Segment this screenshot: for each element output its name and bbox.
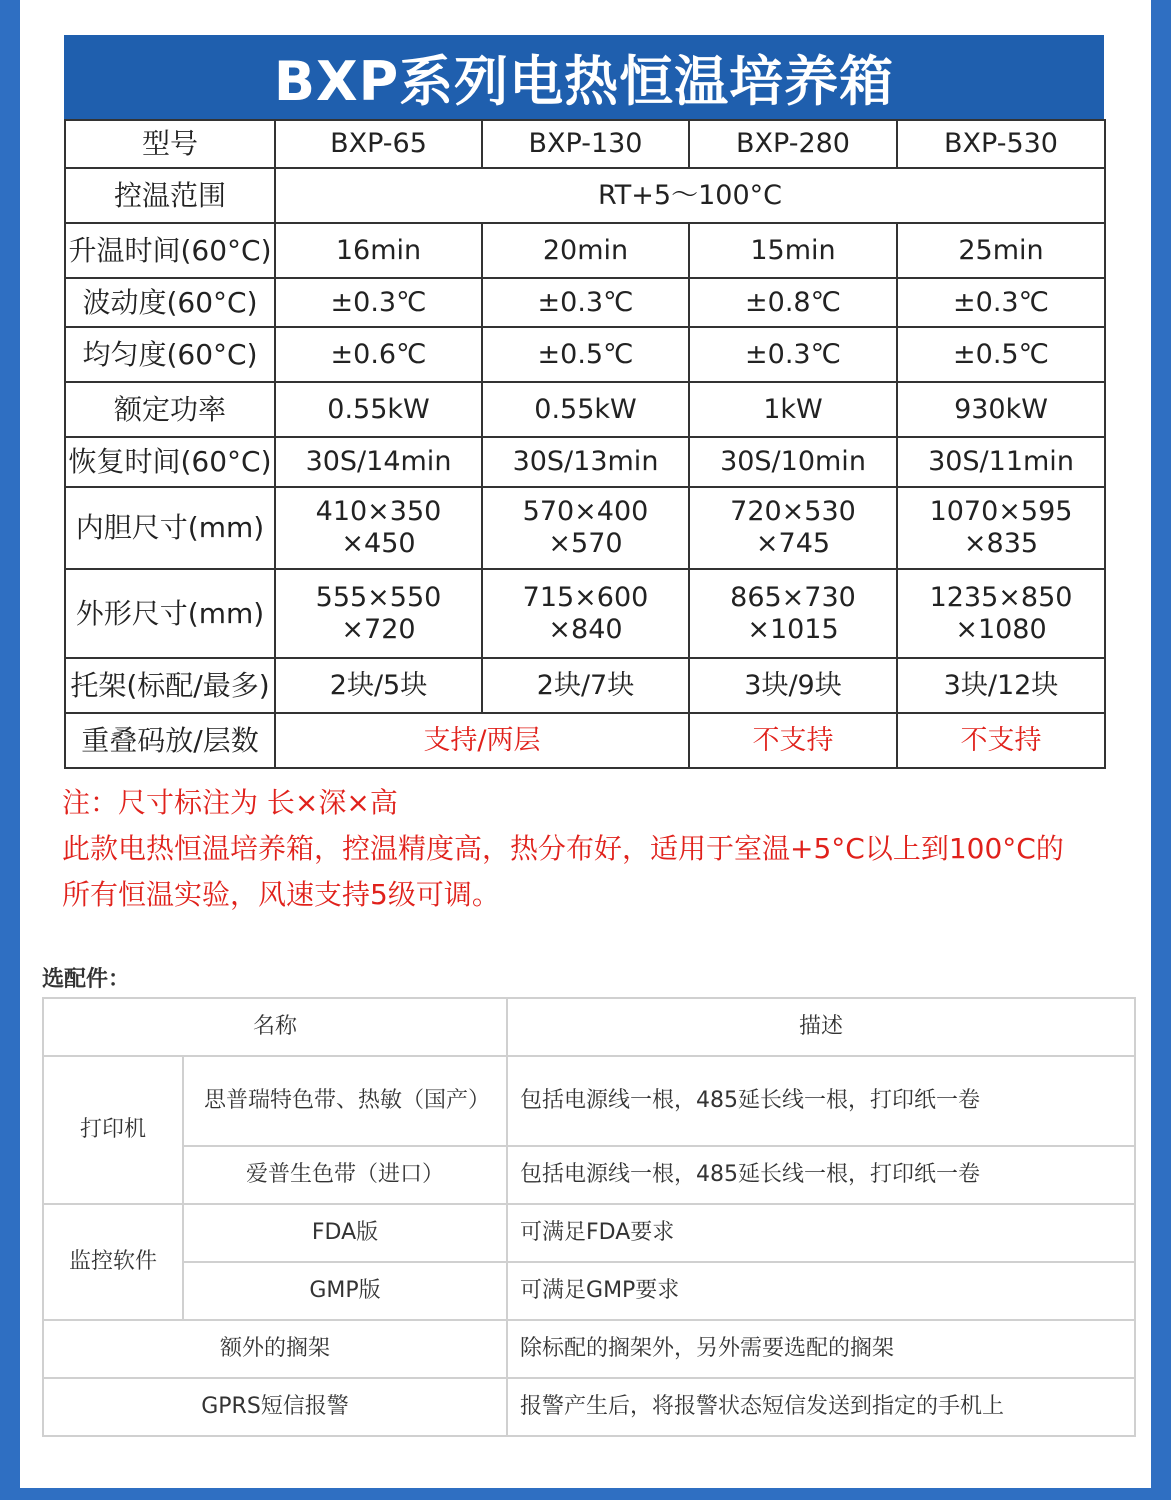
table-row — [65, 437, 1105, 487]
dim-line: ×1015 — [747, 613, 839, 645]
item-desc: 除标配的搁架外，另外需要选配的搁架 — [507, 1320, 1135, 1378]
note-line: 此款电热恒温培养箱，控温精度高，热分布好，适用于室温+5°C以上到100°C的 — [62, 832, 1064, 865]
row-label: 恢复时间(60°C) — [65, 437, 275, 487]
row-label: 外形尺寸(mm) — [65, 569, 275, 658]
item-desc: 可满足GMP要求 — [507, 1262, 1135, 1320]
spec-table — [64, 119, 1106, 769]
accessories-table — [42, 997, 1136, 1437]
item-name: 爱普生色带（进口） — [183, 1146, 507, 1204]
notes — [62, 780, 1122, 918]
table-cell: 2块/5块 — [275, 658, 482, 713]
dim-line: ×570 — [548, 528, 623, 559]
table-cell: 0.55kW — [482, 382, 689, 437]
table-cell — [275, 569, 482, 658]
table-cell — [689, 487, 897, 569]
table-cell: 3块/9块 — [689, 658, 897, 713]
table-cell: 16min — [275, 223, 482, 278]
table-cell: 25min — [897, 223, 1105, 278]
stacking-cell: 不支持 — [689, 713, 897, 768]
table-cell: 15min — [689, 223, 897, 278]
table-row — [65, 120, 1105, 168]
table-cell: ±0.5℃ — [482, 327, 689, 382]
table-cell: ±0.3℃ — [482, 278, 689, 327]
row-label: 升温时间(60°C) — [65, 223, 275, 278]
dim-line: ×840 — [548, 613, 623, 645]
table-row — [65, 658, 1105, 713]
table-cell: 3块/12块 — [897, 658, 1105, 713]
table-row — [43, 1320, 1135, 1378]
group-label: 监控软件 — [43, 1204, 183, 1320]
note-line: 所有恒温实验，风速支持5级可调。 — [62, 878, 500, 911]
table-row — [65, 569, 1105, 658]
item-desc: 可满足FDA要求 — [507, 1204, 1135, 1262]
group-label: 打印机 — [43, 1056, 183, 1204]
stacking-cell: 支持/两层 — [275, 713, 689, 768]
row-label: 重叠码放/层数 — [65, 713, 275, 768]
table-cell: 30S/11min — [897, 437, 1105, 487]
table-row — [43, 1262, 1135, 1320]
item-name: GMP版 — [183, 1262, 507, 1320]
table-cell: 1kW — [689, 382, 897, 437]
item-desc: 报警产生后，将报警状态短信发送到指定的手机上 — [507, 1378, 1135, 1436]
item-name: 思普瑞特色带、热敏（国产） — [183, 1056, 507, 1146]
table-cell — [275, 487, 482, 569]
item-name: FDA版 — [183, 1204, 507, 1262]
table-row — [65, 713, 1105, 768]
table-cell: 30S/10min — [689, 437, 897, 487]
table-cell: 30S/14min — [275, 437, 482, 487]
dim-line: 410×350 — [315, 496, 442, 528]
row-label: 内胆尺寸(mm) — [65, 487, 275, 569]
dim-line: 555×550 — [315, 581, 442, 613]
table-row — [43, 1204, 1135, 1262]
table-cell: 930kW — [897, 382, 1105, 437]
model-cell: BXP-530 — [897, 120, 1105, 168]
table-cell: ±0.6℃ — [275, 327, 482, 382]
table-row — [43, 1056, 1135, 1146]
dim-line: ×720 — [341, 613, 416, 645]
row-label: 托架(标配/最多) — [65, 658, 275, 713]
dim-line: 1070×595 — [929, 496, 1073, 528]
model-cell: BXP-130 — [482, 120, 689, 168]
dim-line: ×450 — [341, 528, 416, 559]
accessories-label: 选配件： — [42, 967, 131, 992]
dim-line: 720×530 — [730, 496, 856, 528]
table-cell — [689, 569, 897, 658]
table-cell: 2块/7块 — [482, 658, 689, 713]
row-label: 均匀度(60°C) — [65, 327, 275, 382]
row-label: 波动度(60°C) — [65, 278, 275, 327]
model-cell: BXP-280 — [689, 120, 897, 168]
table-cell — [482, 487, 689, 569]
table-row — [65, 327, 1105, 382]
table-cell — [482, 569, 689, 658]
table-row — [65, 382, 1105, 437]
table-row — [65, 168, 1105, 223]
row-label: 型号 — [65, 120, 275, 168]
table-cell: ±0.5℃ — [897, 327, 1105, 382]
dim-line: ×745 — [755, 528, 831, 559]
dim-line: 865×730 — [730, 581, 856, 613]
table-row — [65, 487, 1105, 569]
table-cell: 20min — [482, 223, 689, 278]
page-panel — [20, 0, 1151, 1488]
model-cell: BXP-65 — [275, 120, 482, 168]
header-name: 名称 — [43, 998, 507, 1056]
item-name: GPRS短信报警 — [43, 1378, 507, 1436]
table-row — [65, 278, 1105, 327]
table-row — [43, 998, 1135, 1056]
dim-line: 715×600 — [522, 581, 649, 613]
header-desc: 描述 — [507, 998, 1135, 1056]
table-cell: ±0.3℃ — [275, 278, 482, 327]
table-cell — [897, 569, 1105, 658]
temp-range-cell: RT+5～100°C — [275, 168, 1105, 223]
stacking-cell: 不支持 — [897, 713, 1105, 768]
page-title: BXP系列电热恒温培养箱 — [64, 35, 1104, 119]
dim-line: 1235×850 — [929, 581, 1073, 613]
item-name: 额外的搁架 — [43, 1320, 507, 1378]
item-desc: 包括电源线一根，485延长线一根，打印纸一卷 — [507, 1056, 1135, 1146]
dim-line: ×1080 — [955, 613, 1047, 645]
note-line: 注：尺寸标注为 长×深×高 — [62, 786, 398, 819]
table-row — [43, 1146, 1135, 1204]
table-cell: ±0.8℃ — [689, 278, 897, 327]
dim-line: 570×400 — [522, 496, 649, 528]
table-row — [43, 1378, 1135, 1436]
row-label: 额定功率 — [65, 382, 275, 437]
table-cell — [897, 487, 1105, 569]
table-row — [65, 223, 1105, 278]
dim-line: ×835 — [963, 528, 1039, 559]
table-cell: ±0.3℃ — [689, 327, 897, 382]
item-desc: 包括电源线一根，485延长线一根，打印纸一卷 — [507, 1146, 1135, 1204]
table-cell: ±0.3℃ — [897, 278, 1105, 327]
row-label: 控温范围 — [65, 168, 275, 223]
table-cell: 30S/13min — [482, 437, 689, 487]
table-cell: 0.55kW — [275, 382, 482, 437]
